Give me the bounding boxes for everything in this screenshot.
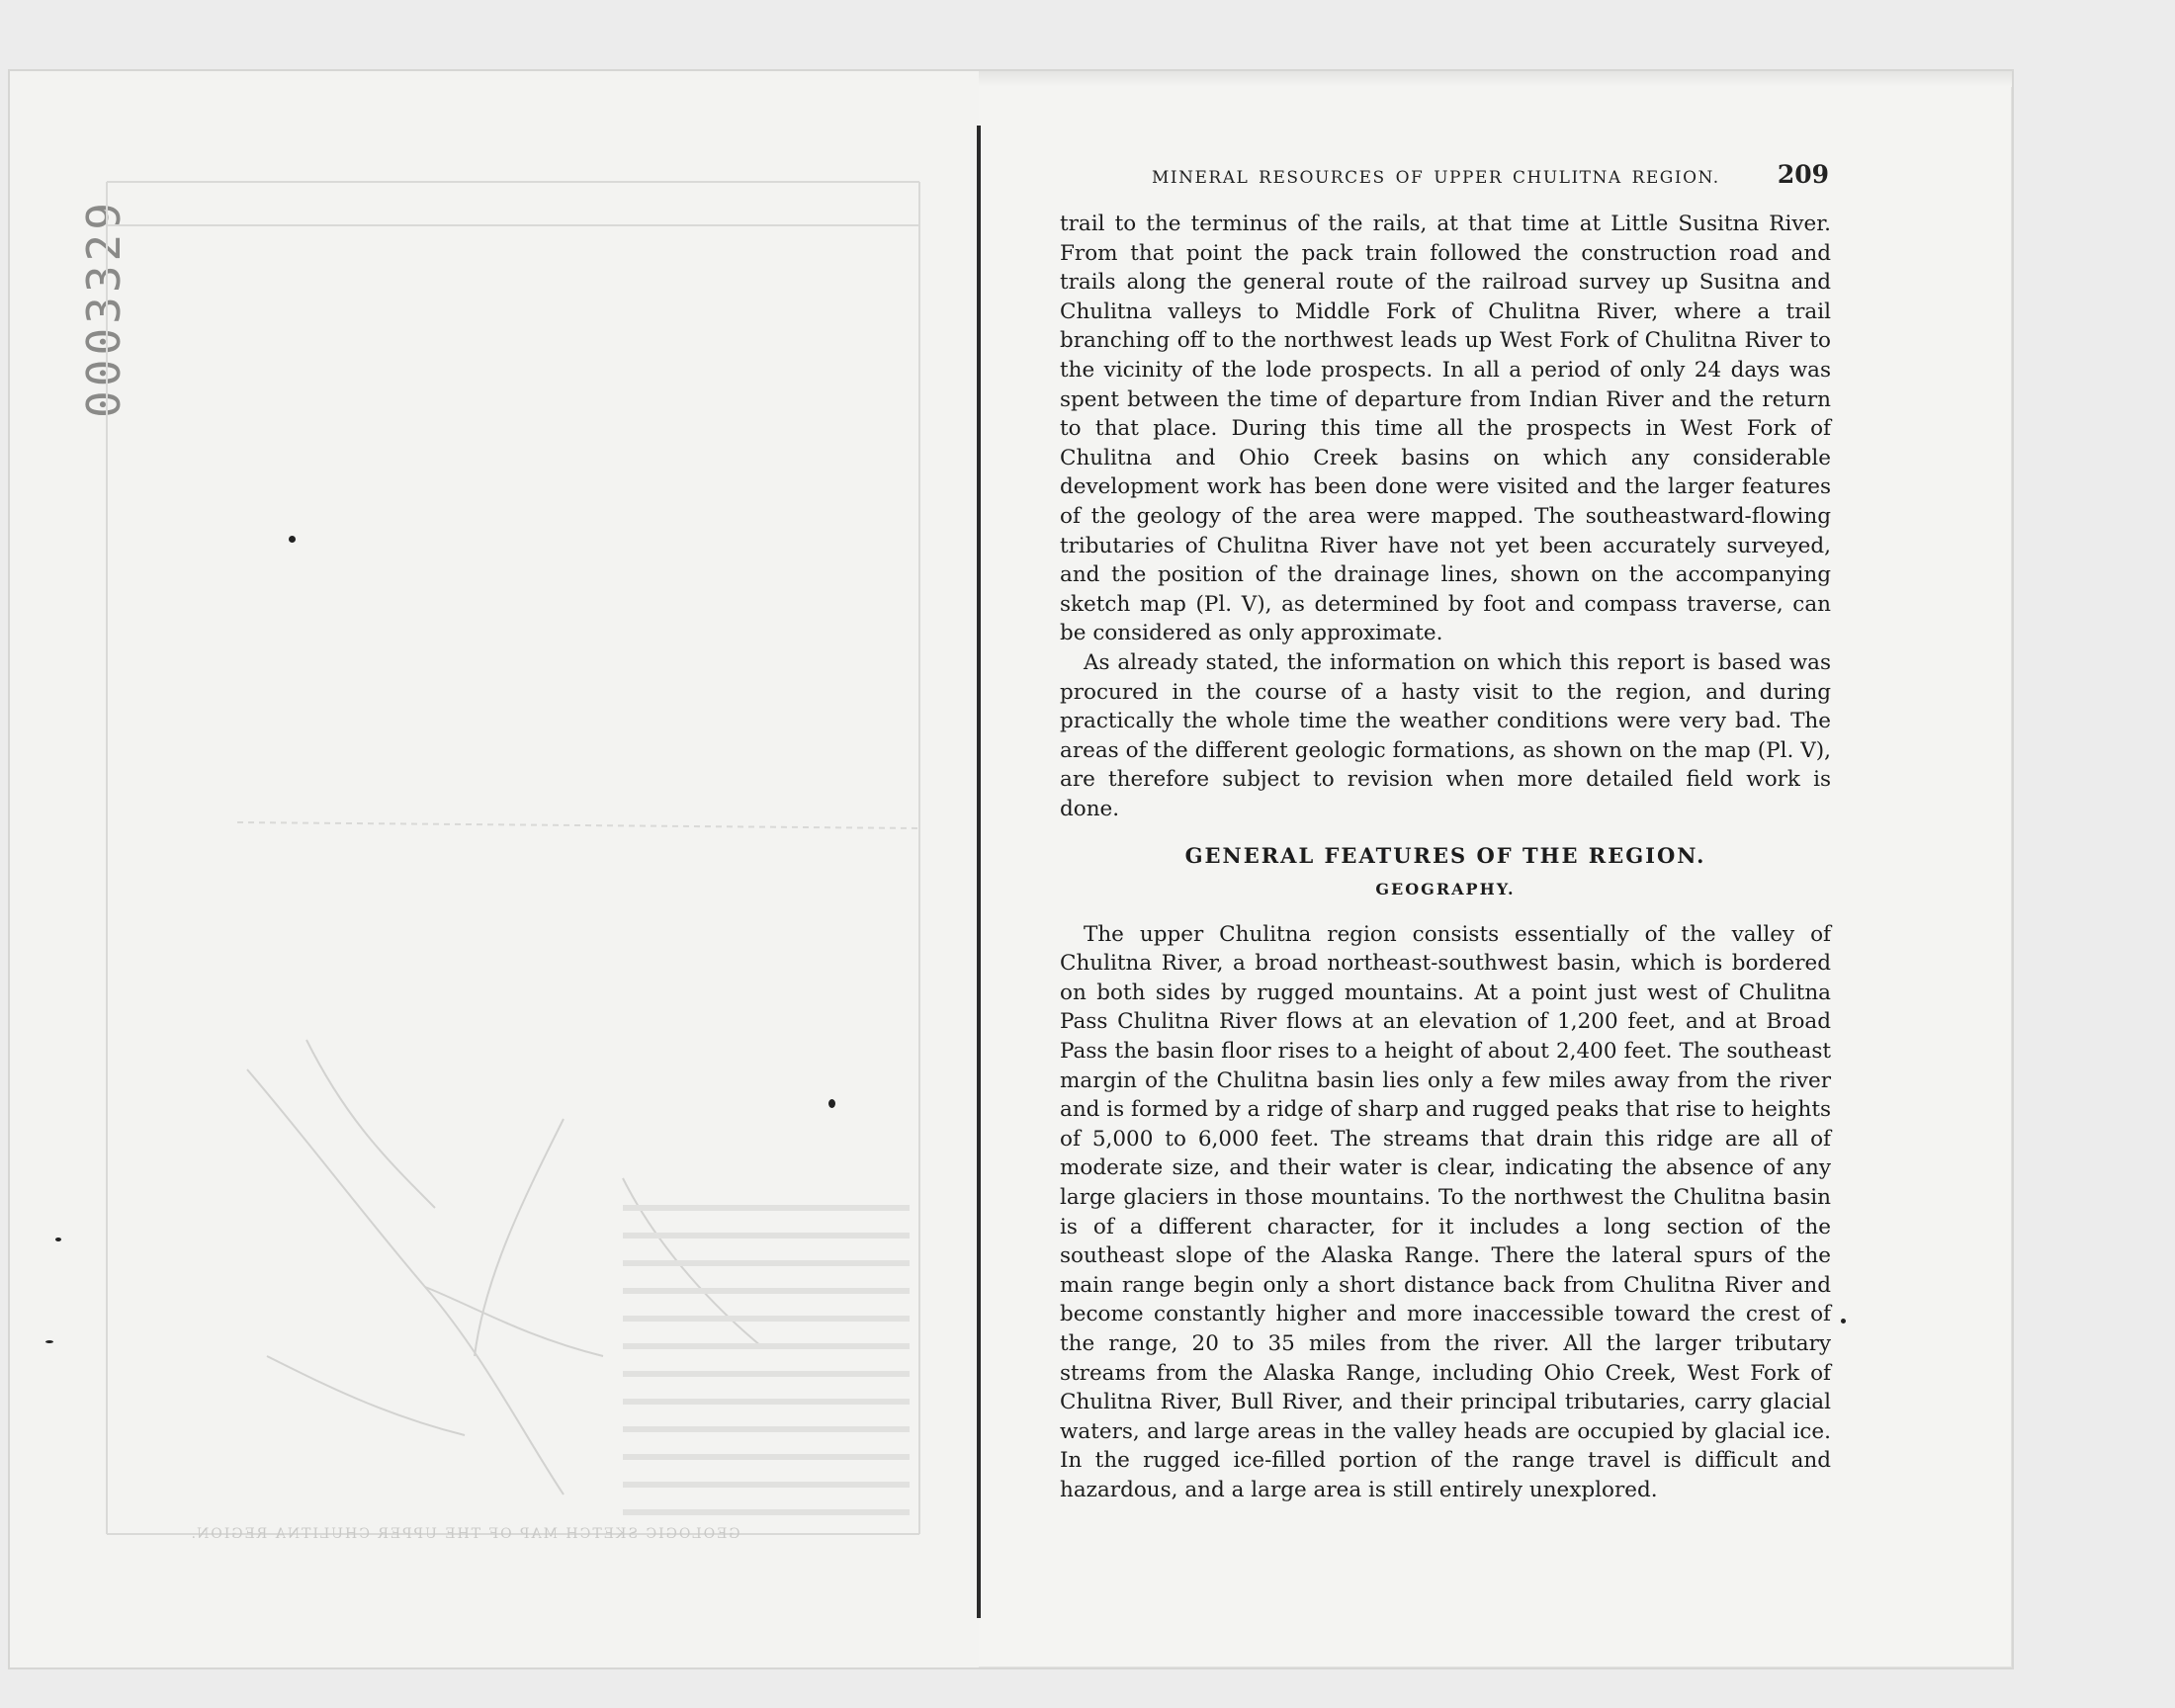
map-frame	[107, 182, 919, 1534]
archive-stamp-number: 0003329	[77, 199, 130, 418]
right-text-page	[999, 71, 2012, 1667]
bleed-through-map	[10, 71, 979, 1667]
left-facing-page	[10, 71, 979, 1667]
section-heading: GENERAL FEATURES OF THE REGION.	[1184, 843, 1706, 869]
bleed-through-caption: GEOLOGIC SKETCH MAP OF THE UPPER CHULITNA REGION.	[189, 1526, 740, 1542]
scan-speck	[289, 536, 296, 543]
subsection-heading: GEOGRAPHY.	[1375, 880, 1516, 899]
body-text	[1060, 210, 1831, 1505]
page-number: 209	[1777, 160, 1829, 189]
scan-speck	[55, 1238, 61, 1241]
paragraph-3: The upper Chulitna region consists essentially of the valley of Chulitna River, a broad northeast-southwest basin, which is bordered on both sides by rugged mountains. At a point just west of Chulitna Pass Chulitna River flows at an elevation of 1,200 feet, and at Broad Pass the basin floor rises to a height of about 2,400 feet. The southeast margin of the Chulitna basin lies only a few miles away from the river and is formed by a ridge of sharp and rugged peaks that rise to heights of 5,000 to 6,000 feet. The streams that drain this ridge are all of moderate size, and their water is clear, indicating the absence of any large glaciers in those mountains. To the northwest the Chulitna basin is of a different character, for it includes a long section of the southeast slope of the Alaska Range. There the lateral spurs of the main range begin only a short distance back from Chulitna River and become constantly higher and more inaccessible toward the crest of the range, 20 to 35 miles from the river. All the larger tributary streams from the Alaska Range, including Ohio Creek, West Fork of Chulitna River, Bull River, and their principal tributaries, carry glacial waters, and large areas in the valley heads are occupied by glacial ice. In the rugged ice-filled portion of the range travel is difficult and hazardous, and a large area is still entirely unexplored.	[1060, 921, 1831, 1502]
paragraph-1: trail to the terminus of the rails, at that time at Little Susitna River. From that point the pack train followed the construction road and trails along the general route of the railroad survey up Susitna and Chulitna valleys to Middle Fork of Chulitna River, where a trail branching off to the northwest leads up West Fork of Chulitna River to the vicinity of the lode prospects. In all a period of only 24 days was spent between the time of departure from Indian River and the return to that place. During this time all the prospects in West Fork of Chulitna and Ohio Creek basins on which any considerable development work has been done were visited and the larger features of the geology of the area were mapped. The southeastward-flowing tributaries of Chulitna River have not yet been accurately surveyed, and the position of the drainage lines, shown on the accompanying sketch map (Pl. V), as determined by foot and compass traverse, can be considered as only approximate.	[1060, 212, 1831, 646]
scan-speck	[1841, 1319, 1846, 1324]
map-text-ghost-lines	[623, 1208, 910, 1512]
scanned-spread	[8, 69, 2014, 1669]
running-title: MINERAL RESOURCES OF UPPER CHULITNA REGION.	[1152, 168, 1720, 188]
running-head	[1152, 160, 1829, 189]
scan-speck	[45, 1340, 53, 1343]
page-gutter-line	[977, 126, 981, 1618]
paragraph-2: As already stated, the information on which this report is based was procured in the course of a hasty visit to the region, and during practically the whole time the weather conditions were very bad. The areas of the different geologic formations, as shown on the map (Pl. V), are therefore subject to revision when more detailed field work is done.	[1060, 649, 1831, 821]
scan-speck	[828, 1099, 835, 1108]
